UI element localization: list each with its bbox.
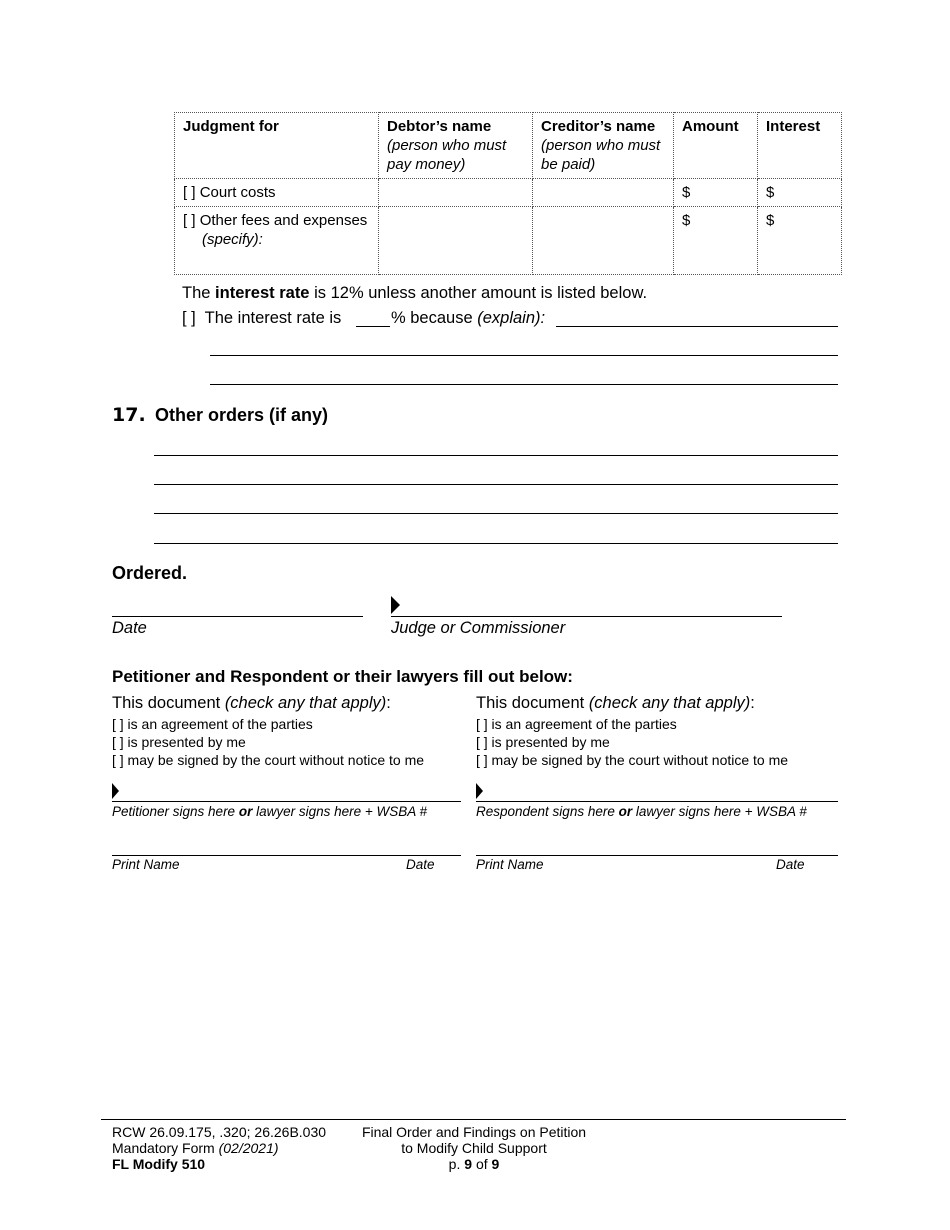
respondent-print-name-label: Print Name [476, 857, 544, 872]
amount-cell[interactable]: $ [674, 207, 758, 275]
option-agreement[interactable]: [ ] is an agreement of the parties [112, 716, 313, 732]
explain-line[interactable] [210, 384, 838, 385]
debtor-cell[interactable] [379, 179, 533, 207]
petitioner-print-name-line[interactable] [112, 855, 461, 856]
parties-heading: Petitioner and Respondent or their lawyers fill out below: [112, 667, 573, 686]
signature-arrow-icon [391, 596, 400, 614]
other-orders-line[interactable] [154, 484, 838, 485]
header-judgment-for: Judgment for [175, 113, 379, 179]
option-signed-without-notice[interactable]: [ ] may be signed by the court without notice to me [476, 752, 789, 768]
option-signed-without-notice[interactable]: [ ] may be signed by the court without notice to me [112, 752, 425, 768]
date-line[interactable] [112, 616, 363, 617]
option-presented[interactable]: [ ] is presented by me [112, 734, 246, 750]
footer-title-1: Final Order and Findings on Petition [361, 1124, 587, 1140]
interest-cell[interactable]: $ [758, 179, 842, 207]
footer-divider [101, 1119, 846, 1120]
amount-cell[interactable]: $ [674, 179, 758, 207]
row-other-fees: [ ] Other fees and expenses (specify): [175, 207, 379, 275]
row-court-costs: [ ] Court costs [175, 179, 379, 207]
footer-left [112, 1124, 326, 1172]
header-amount: Amount [674, 113, 758, 179]
interest-rate-option: [ ] The interest rate is [182, 309, 342, 327]
option-presented[interactable]: [ ] is presented by me [476, 734, 610, 750]
header-interest: Interest [758, 113, 842, 179]
footer-mandatory: Mandatory Form (02/2021) [112, 1140, 279, 1156]
creditor-cell[interactable] [533, 207, 674, 275]
table-row [175, 179, 842, 207]
explain-line[interactable] [556, 326, 838, 327]
petitioner-signature-line[interactable] [112, 801, 461, 802]
ordered-heading: Ordered. [112, 563, 188, 583]
footer-page: p. 9 of 9 [448, 1156, 500, 1172]
section-title: Other orders (if any) [155, 405, 329, 425]
option-agreement[interactable]: [ ] is an agreement of the parties [476, 716, 677, 732]
respondent-options [476, 715, 788, 769]
interest-rate-statement: The interest rate is 12% unless another amount is listed below. [182, 284, 648, 302]
judge-signature-line[interactable] [391, 616, 782, 617]
petitioner-options [112, 715, 424, 769]
petitioner-print-name-label: Print Name [112, 857, 180, 872]
explain-line[interactable] [210, 355, 838, 356]
respondent-sign-label: Respondent signs here or lawyer signs here + WSBA # [476, 804, 807, 819]
petitioner-intro: This document (check any that apply): [112, 694, 391, 712]
checkbox[interactable]: [ ] [183, 212, 196, 229]
judgment-table [174, 112, 842, 275]
footer-title-2: to Modify Child Support [401, 1140, 547, 1156]
other-orders-line[interactable] [154, 455, 838, 456]
section-number: 17. [112, 404, 146, 426]
table-header-row [175, 113, 842, 179]
petitioner-sign-label: Petitioner signs here or lawyer signs here + WSBA # [112, 804, 428, 819]
other-orders-line[interactable] [154, 543, 838, 544]
checkbox[interactable]: [ ] [182, 309, 196, 327]
respondent-print-name-line[interactable] [476, 855, 838, 856]
respondent-intro: This document (check any that apply): [476, 694, 755, 712]
debtor-cell[interactable] [379, 207, 533, 275]
signature-arrow-icon [476, 783, 483, 799]
interest-because: % because (explain): [391, 309, 546, 327]
interest-rate-blank[interactable] [356, 326, 390, 327]
respondent-signature-line[interactable] [476, 801, 838, 802]
footer-form-id: FL Modify 510 [112, 1156, 206, 1172]
other-orders-line[interactable] [154, 513, 838, 514]
interest-cell[interactable]: $ [758, 207, 842, 275]
footer-center [344, 1124, 604, 1172]
footer-rcw: RCW 26.09.175, .320; 26.26B.030 [112, 1124, 327, 1140]
checkbox[interactable]: [ ] [183, 184, 196, 201]
header-creditor: Creditor’s name (person who must be paid) [533, 113, 674, 179]
petitioner-date-label: Date [406, 857, 435, 872]
signature-arrow-icon [112, 783, 119, 799]
header-debtor: Debtor’s name (person who must pay money) [379, 113, 533, 179]
judge-label: Judge or Commissioner [391, 619, 566, 637]
date-label: Date [112, 619, 147, 637]
table-row [175, 207, 842, 275]
respondent-date-label: Date [776, 857, 805, 872]
creditor-cell[interactable] [533, 179, 674, 207]
